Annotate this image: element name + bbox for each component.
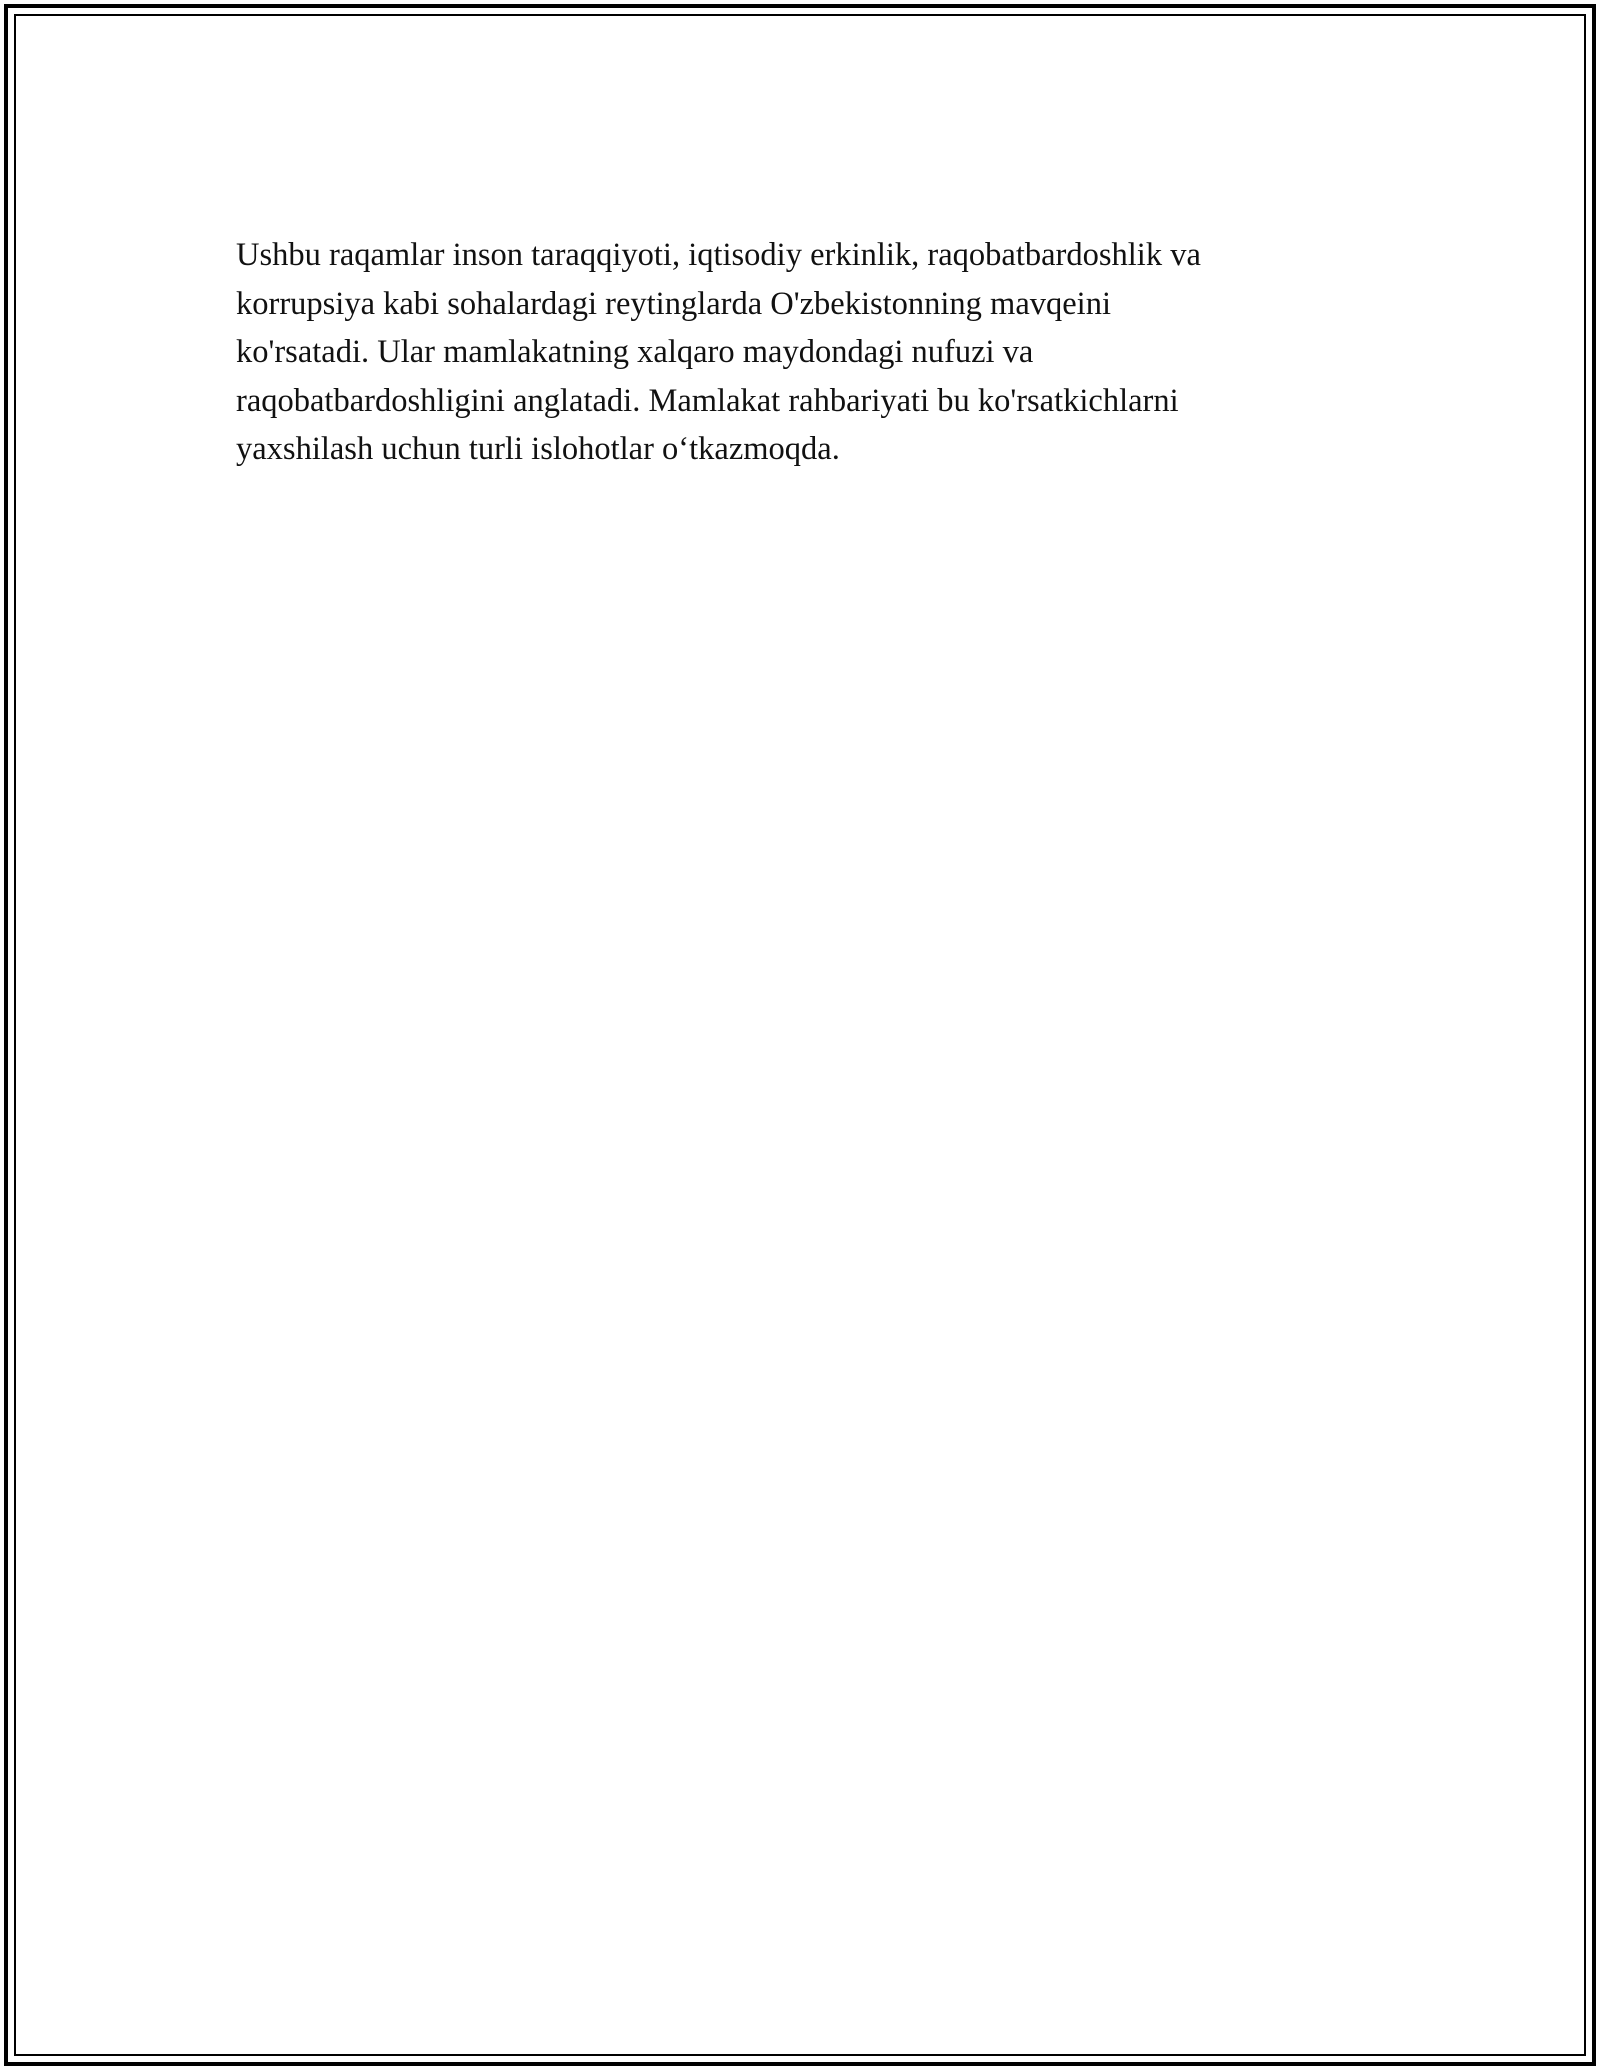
paragraph-line-4: raqobatbardoshligini anglatadi. Mamlakat rahbariyati bu ko'rsatkichlarni bbox=[236, 382, 1179, 419]
paragraph-line-1: Ushbu raqamlar inson taraqqiyoti, iqtisodiy erkinlik, raqobatbardoshlik va bbox=[236, 237, 1201, 273]
paragraph-line-5: yaxshilash uchun turli islohotlar o‘tkazmoqda. bbox=[236, 431, 840, 467]
paragraph-line-3: ko'rsatadi. Ular mamlakatning xalqaro maydondagi nufuzi va bbox=[236, 334, 1034, 370]
paragraph-line-2: korrupsiya kabi sohalardagi reytinglarda O'zbekistonning mavqeini bbox=[236, 285, 1111, 322]
body-paragraph bbox=[236, 231, 1366, 474]
document-body bbox=[236, 231, 1366, 474]
